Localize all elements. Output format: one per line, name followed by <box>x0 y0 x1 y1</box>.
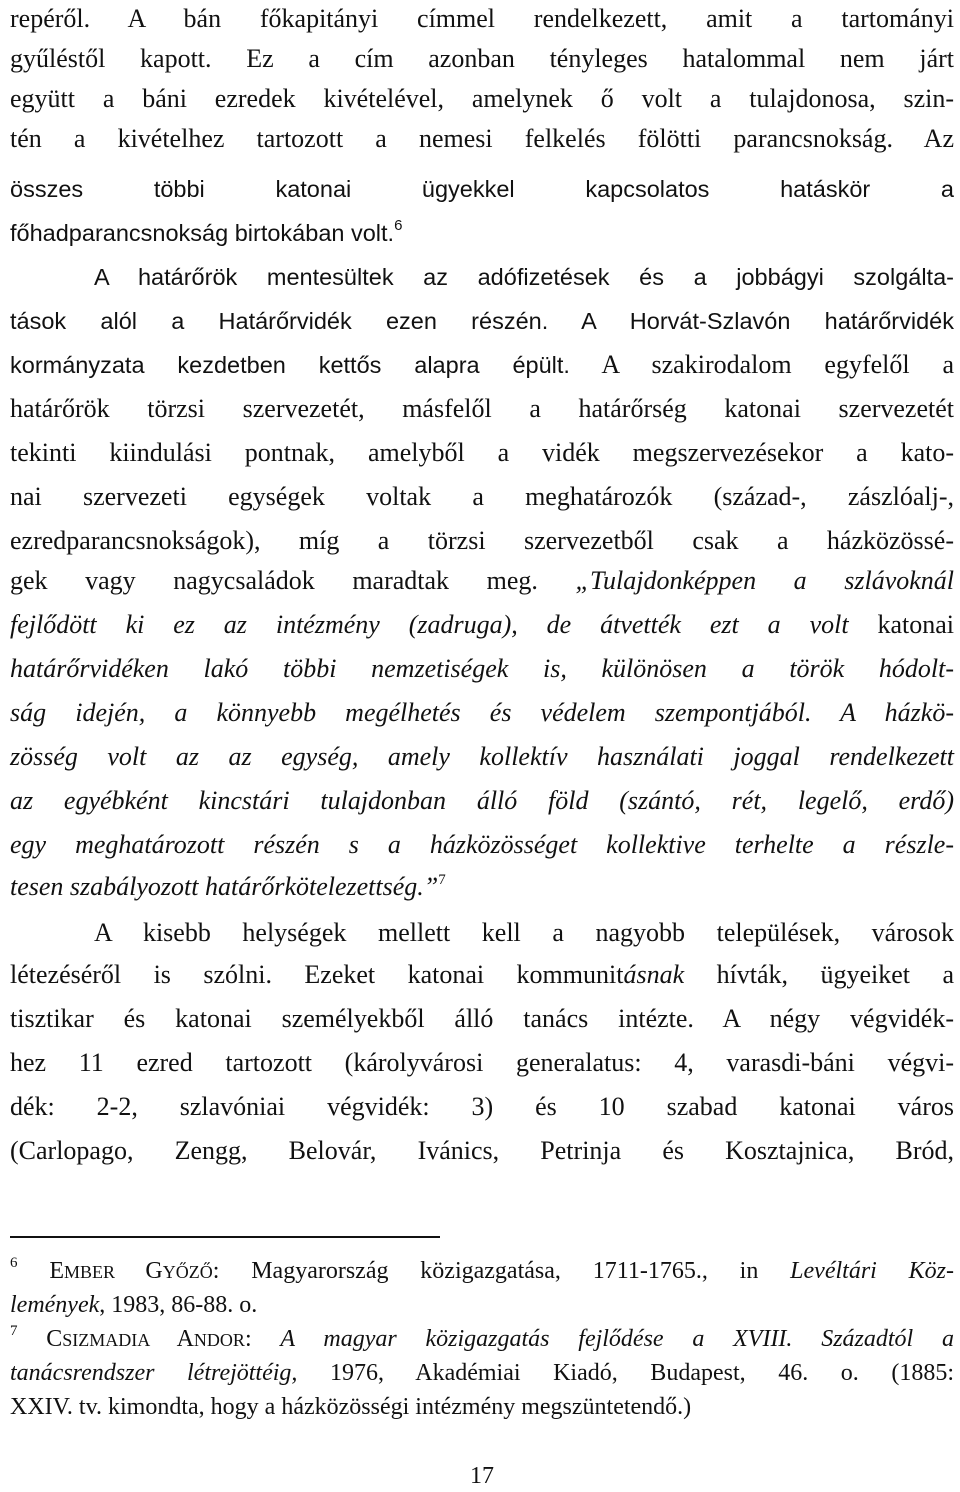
body-line: főhadparancsnokság birtokában volt.$^6$ <box>10 217 403 246</box>
footnote-6: $^6$ EMBER GYŐZŐ: Magyarország közigazgatása, 1711-1765., in Levéltári Köz- <box>10 1255 954 1284</box>
body-line: tások alól a Határőrvidék ezen részén. A Horvát-Szlavón határőrvidék <box>10 308 954 334</box>
footnote-7-cont: tanácsrendszer létrejöttéig, 1976, Akadémiai Kiadó, Budapest, 46. o. (1885: <box>10 1360 954 1386</box>
body-line: kormányzata kezdetben kettős alapra épült. A szakirodalom egyfelől a <box>10 350 954 379</box>
footnote-7: $^7$ CSIZMADIA ANDOR: A magyar közigazgatás fejlődése a XVIII. Századtól a <box>10 1323 954 1352</box>
footnote-ref: 6 <box>394 217 403 234</box>
body-line: tén a kivételhez tartozott a nemesi felkelés fölötti parancsnokság. Az <box>10 124 954 153</box>
body-line: tekinti kiindulási pontnak, amelyből a vidék megszervezésekor a kato- <box>10 438 954 467</box>
body-line: ezredparancsnokságok), míg a törzsi szervezetből csak a házközössé- <box>10 526 954 555</box>
body-line: repéről. A bán főkapitányi címmel rendelkezett, amit a tartományi <box>10 4 954 33</box>
body-line: határőrök törzsi szervezetét, másfelől a határőrség katonai szervezetét <box>10 394 954 423</box>
body-line: az egyébként kincstári tulajdonban álló föld (szántó, rét, legelő, erdő) <box>10 786 954 815</box>
footnote-ref: 7 <box>438 872 446 888</box>
body-line: tesen szabályozott határőrkötelezettség.”$^7$ <box>10 872 446 901</box>
footnote-7-cont: XXIV. tv. kimondta, hogy a házközösségi intézmény megszüntetendő.) <box>10 1394 692 1420</box>
body-line: hez 11 ezred tartozott (károlyvárosi generalatus: 4, varasdi-báni végvi- <box>10 1048 954 1077</box>
body-line: tisztikar és katonai személyekből álló tanács intézte. A négy végvidék- <box>10 1004 954 1033</box>
body-line: együtt a báni ezredek kivételével, amelynek ő volt a tulajdonosa, szin- <box>10 84 954 113</box>
body-line: gek vagy nagycsaládok maradtak meg. „Tulajdonképpen a szlávoknál <box>10 566 955 595</box>
body-line: dék: 2-2, szlavóniai végvidék: 3) és 10 szabad katonai város <box>10 1092 954 1121</box>
body-line: gyűléstől kapott. Ez a cím azonban tényleges hatalommal nem járt <box>10 44 954 73</box>
body-line: (Carlopago, Zengg, Belovár, Ivánics, Petrinja és Kosztajnica, Bród, <box>10 1136 954 1165</box>
body-line: ság idején, a könnyebb megélhetés és védelem szempontjából. A házkö- <box>10 698 954 727</box>
body-line: egy meghatározott részén s a házközösséget kollektive terhelte a részle- <box>10 830 954 859</box>
body-line: létezéséről is szólni. Ezeket katonai kommunitásnak hívták, ügyeiket a <box>10 960 954 989</box>
body-line: határőrvidéken lakó többi nemzetiségek is, különösen a török hódolt- <box>10 654 954 683</box>
body-line: zösség volt az az egység, amely kollektív használati joggal rendelkezett <box>10 742 954 771</box>
footnote-6-cont: lemények, 1983, 86-88. o. <box>10 1292 258 1318</box>
body-line: A kisebb helységek mellett kell a nagyobb települések, városok <box>94 918 954 947</box>
footnote-separator <box>10 1236 440 1238</box>
body-line: fejlődött ki ez az intézmény (zadruga), de átvették ezt a volt katonai <box>10 610 955 639</box>
body-line: A határőrök mentesültek az adófizetések és a jobbágyi szolgálta- <box>94 264 954 290</box>
page-number: 17 <box>470 1463 494 1489</box>
body-line: nai szervezeti egységek voltak a meghatározók (század-, zászlóalj-, <box>10 482 954 511</box>
body-line: összes többi katonai ügyekkel kapcsolatos hatáskör a <box>10 176 954 202</box>
